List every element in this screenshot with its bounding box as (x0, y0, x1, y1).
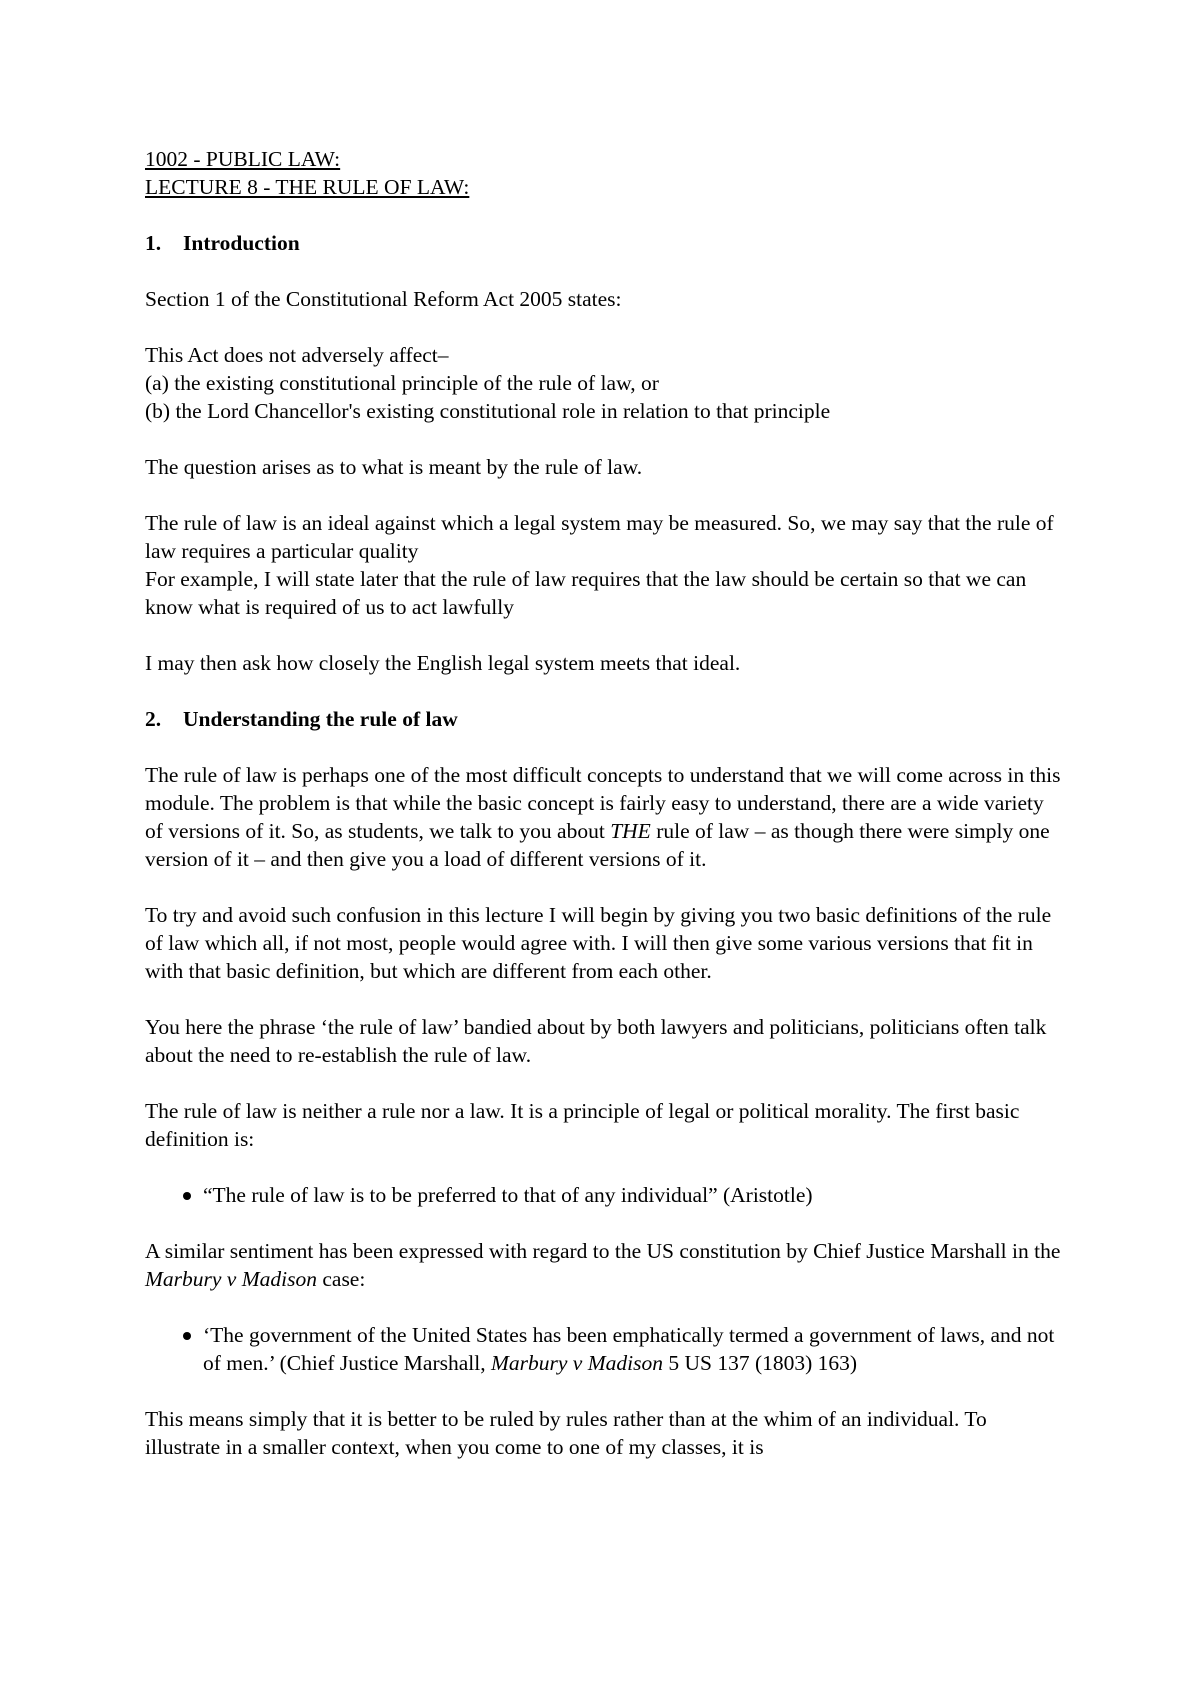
case-name: Marbury v Madison (145, 1267, 317, 1291)
document-body (145, 145, 1065, 1461)
text-run: 5 US 137 (1803) 163) (662, 1351, 858, 1375)
paragraph-ideal: The rule of law is an ideal against which a legal system may be measured. So, we may say that the rule of law requires a particular quality (145, 511, 1054, 563)
bullet-icon (145, 1321, 187, 1377)
paragraph-ruled-by-rules: This means simply that it is better to be ruled by rules rather than at the whim of an individual. To illustrate in a smaller context, when you come to one of my classes, it is (145, 1407, 987, 1459)
text-run: A similar sentiment has been expressed with regard to the US constitution by Chief Justice Marshall in the (145, 1239, 1061, 1263)
title-course: 1002 - PUBLIC LAW: (145, 147, 341, 171)
title-lecture: LECTURE 8 - THE RULE OF LAW: (145, 175, 470, 199)
bullet-icon (145, 1181, 187, 1209)
bullet-item-aristotle (145, 1181, 1065, 1209)
section-number: 2. (145, 707, 162, 731)
bullet-text: “The rule of law is to be preferred to that of any individual” (Aristotle) (203, 1183, 813, 1207)
paragraph-neither-rule: The rule of law is neither a rule nor a law. It is a principle of legal or political morality. The first basic definition is: (145, 1099, 1020, 1151)
section-title: Understanding the rule of law (183, 707, 458, 731)
quote-line: (a) the existing constitutional principle of the rule of law, or (145, 371, 659, 395)
paragraph-english-system: I may then ask how closely the English legal system meets that ideal. (145, 651, 741, 675)
text-run: case: (316, 1267, 366, 1291)
quoted-statute (145, 341, 1065, 425)
text-run: ‘The government of the United States has been emphatically termed a government of laws, and not of men.’ (Chief Justice Marshall, (203, 1323, 1055, 1375)
paragraph-example: For example, I will state later that the rule of law requires that the law should be certain so that we can know what is required of us to act lawfully (145, 567, 1027, 619)
paragraph-confusion: To try and avoid such confusion in this lecture I will begin by giving you two basic definitions of the rule of law which all, if not most, people would agree with. I will then give some various versions that fit in with that basic definition, but which are different from each other. (145, 903, 1052, 983)
section-title: Introduction (183, 231, 300, 255)
text-run: rule of law – as though there were simply one version of it – and then give you a load of different versions of it. (145, 819, 1050, 871)
section-heading-introduction (145, 229, 1065, 257)
quote-line: This Act does not adversely affect– (145, 343, 449, 367)
bullet-item-marshall (145, 1321, 1065, 1377)
case-name: Marbury v Madison (490, 1351, 663, 1375)
paragraph-phrase: You here the phrase ‘the rule of law’ bandied about by both lawyers and politicians, politicians often talk about the need to re-establish the rule of law. (145, 1015, 1047, 1067)
paragraph-section1: Section 1 of the Constitutional Reform Act 2005 states: (145, 287, 622, 311)
text-run: The rule of law is perhaps one of the most difficult concepts to understand that we will come across in this module. The problem is that while the basic concept is fairly easy to understand, there are a wide variety of versions of it. So, as students, we talk to you about (145, 763, 1061, 843)
quote-line: (b) the Lord Chancellor's existing constitutional role in relation to that principle (145, 399, 831, 423)
paragraph-similar-sentiment (145, 1237, 1065, 1293)
paragraph-difficult-concept (145, 761, 1065, 873)
section-number: 1. (145, 231, 162, 255)
emphasis-text: THE (610, 819, 651, 843)
section-heading-understanding (145, 705, 1065, 733)
bullet-text (187, 1321, 1065, 1377)
document-title (145, 145, 1065, 201)
paragraph-question: The question arises as to what is meant by the rule of law. (145, 455, 643, 479)
